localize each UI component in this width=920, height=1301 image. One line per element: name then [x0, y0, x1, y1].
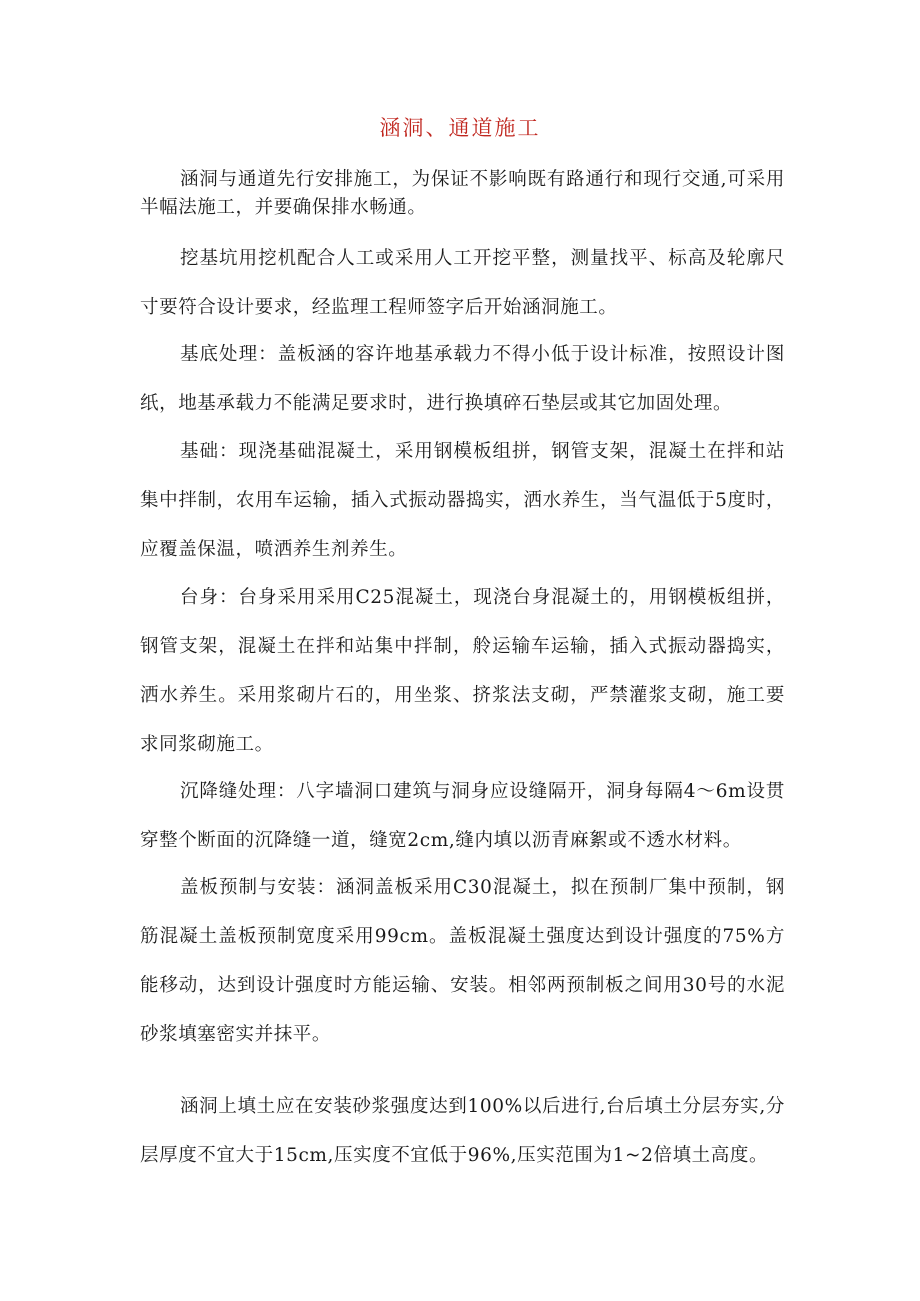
paragraph-foundation-treatment: 基底处理：盖板涵的容许地基承载力不得小低于设计标准，按照设计图纸，地基承载力不能满足要求时，进行换填碎石垫层或其它加固处理。 — [140, 344, 785, 414]
document-title: 涵洞、通道施工 — [379, 116, 541, 140]
paragraph-backfill: 涵洞上填土应在安装砂浆强度达到100%以后进行,台后填土分层夯实,分层厚度不宜大于15cm,压实度不宜低于96%,压实范围为1~2倍填土高度。 — [140, 1096, 785, 1166]
paragraph-foundation: 基础：现浇基础混凝土，采用钢模板组拼，钢管支架，混凝土在拌和站集中拌制，农用车运输，插入式振动器捣实，洒水养生，当气温低于5度时，应覆盖保温，喷洒养生剂养生。 — [140, 441, 785, 560]
paragraph-cover-slab: 盖板预制与安装：涵洞盖板采用C30混凝土，拟在预制厂集中预制，钢筋混凝土盖板预制宽度采用99cm。盖板混凝土强度达到设计强度的75%方能移动，达到设计强度时方能运输、安装。相邻两预制板之间用30号的水泥砂浆填塞密实并抹平。 — [140, 877, 785, 1045]
paragraph-abutment: 台身：台身采用采用C25混凝土，现浇台身混凝土的，用钢模板组拼，钢管支架，混凝土在拌和站集中拌制，舲运输车运输，插入式振动器捣实，洒水养生。采用浆砌片石的，用坐浆、挤浆法支砌，严禁灌浆支砌，施工要求同浆砌施工。 — [140, 587, 785, 755]
paragraph-excavation: 挖基坑用挖机配合人工或采用人工开挖平整，测量找平、标高及轮廓尺寸要符合设计要求，经监理工程师签字后开始涵洞施工。 — [140, 248, 785, 318]
paragraph-intro: 涵洞与通道先行安排施工，为保证不影响既有路通行和现行交通,可采用半幅法施工，并要确保排水畅通。 — [140, 169, 785, 218]
paragraph-settlement-joint: 沉降缝处理：八字墙洞口建筑与洞身应设缝隔开，洞身每隔4～6m设贯穿整个断面的沉降缝一道，缝宽2cm,缝内填以沥青麻絮或不透水材料。 — [140, 781, 785, 851]
